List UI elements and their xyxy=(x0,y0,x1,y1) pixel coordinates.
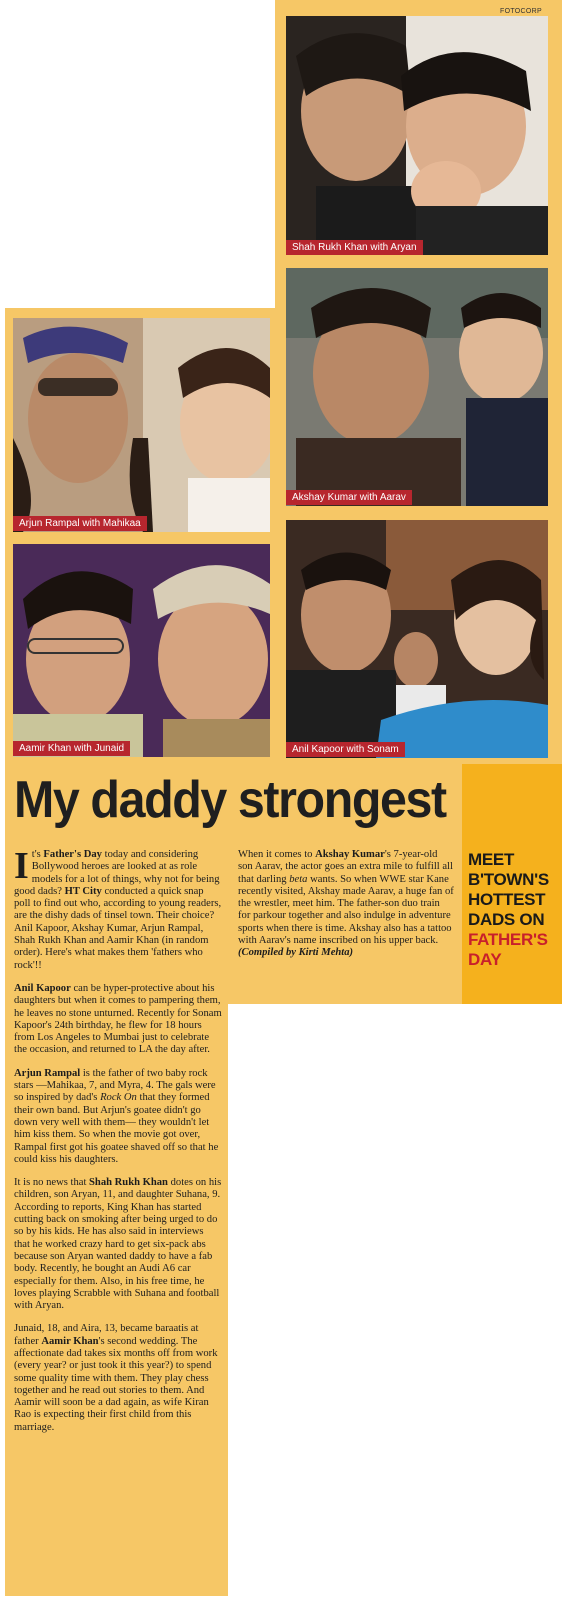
sidebar-line-4: DADS ON xyxy=(468,910,545,929)
caption-akshay-aarav: Akshay Kumar with Aarav xyxy=(286,490,412,505)
paragraph-arjun: Arjun Rampal is the father of two baby rock stars —Mahikaa, 7, and Myra, 4. The gals were so inspired by dad's Rock On that they formed their own band. But Arjun's goatee didn't go down very well with them— they wouldn't let him kiss them. So when the movie got over, Rampal first got his goatee shaved off so that he could kiss his daughters. xyxy=(14,1067,219,1165)
paragraph-akshay: When it comes to Akshay Kumar's 7-year-old son Aarav, the actor goes an extra mile to fulfill all that darling beta wants. So when WWE star Kane recently visited, Akshay made Aarav, a huge fan of the wrestler, meet him. The father-son duo train for parkour together and also indulge in adventure sports when there is time. Akshay also has a tattoo with Aarav's name inscribed on his upper back. (Compiled by Kirti Mehta) xyxy=(238,849,454,959)
sidebar-line-2: B'TOWN'S xyxy=(468,870,549,889)
article-column-left xyxy=(14,845,222,1445)
byline: (Compiled by Kirti Mehta) xyxy=(238,947,354,959)
paragraph-aamir: Junaid, 18, and Aira, 13, became baraatis at father Aamir Khan's second wedding. The affectionate dad takes six months off from work (every year? or just took it this year?) to spend some quality time with them. They play chess together and he read out stories to them. And Aamir will soon be a dad again, as wife Kiran Rao is expecting their first child from this marriage. xyxy=(14,1323,218,1433)
sidebar-text xyxy=(468,850,560,970)
photo-aamir-junaid xyxy=(13,544,270,757)
paragraph-intro: It's Father's Day today and considering Bollywood heroes are looked at as role models for a lot of things, why not for being good dads? HT City conducted a quick snap poll to find out who, according to young readers, are the dishy dads of tinsel town. Their choice? Anil Kapoor, Akshay Kumar, Arjun Rampal, Shah Rukh Khan and Aamir Khan (in random order). Here's what makes them 'fathers who rock'!! xyxy=(14,845,222,971)
caption-srk-aryan: Shah Rukh Khan with Aryan xyxy=(286,240,423,255)
photo-akshay-aarav xyxy=(286,268,548,506)
dropcap: I xyxy=(14,845,29,887)
photo-arjun-mahikaa xyxy=(13,318,270,532)
sidebar-line-5: FATHER'S xyxy=(468,930,548,949)
sidebar-line-3: HOTTEST xyxy=(468,890,546,909)
photo-srk-aryan xyxy=(286,16,548,255)
photo-credit: FOTOCORP xyxy=(500,8,542,15)
paragraph-srk: It is no news that Shah Rukh Khan dotes on his children, son Aryan, 11, and daughter Suhana, 9. According to reports, King Khan has started cutting back on smoking after being urged to do so by his kids. He has also said in interviews that he worked crazy hard to get six-pack abs because son Aryan wanted daddy to have a fab body. Recently, he bought an Audi A6 car especially for them. Also, in his free time, he loves playing Scrabble with Suhana and football with Aryan. xyxy=(14,1177,222,1312)
caption-anil-sonam: Anil Kapoor with Sonam xyxy=(286,742,405,757)
sidebar-line-1: MEET xyxy=(468,850,515,869)
fathers-day-bold: Father's Day xyxy=(43,849,102,860)
sidebar-line-6: DAY xyxy=(468,950,502,969)
paragraph-anil: Anil Kapoor can be hyper-protective about his daughters but when it comes to pampering them, he leaves no stone unturned. Recently for Sonam Kapoor's 24th birthday, he flew for 18 hours from Los Angeles to Mumbai just to celebrate the occasion, and returned to LA the day after. xyxy=(14,982,222,1056)
article-column-right xyxy=(238,849,454,971)
photo-anil-sonam xyxy=(286,520,548,758)
caption-aamir-junaid: Aamir Khan with Junaid xyxy=(13,741,130,756)
caption-arjun-mahikaa: Arjun Rampal with Mahikaa xyxy=(13,516,147,531)
ht-city-bold: HT City xyxy=(64,885,102,897)
headline: My daddy strongest xyxy=(14,771,446,829)
